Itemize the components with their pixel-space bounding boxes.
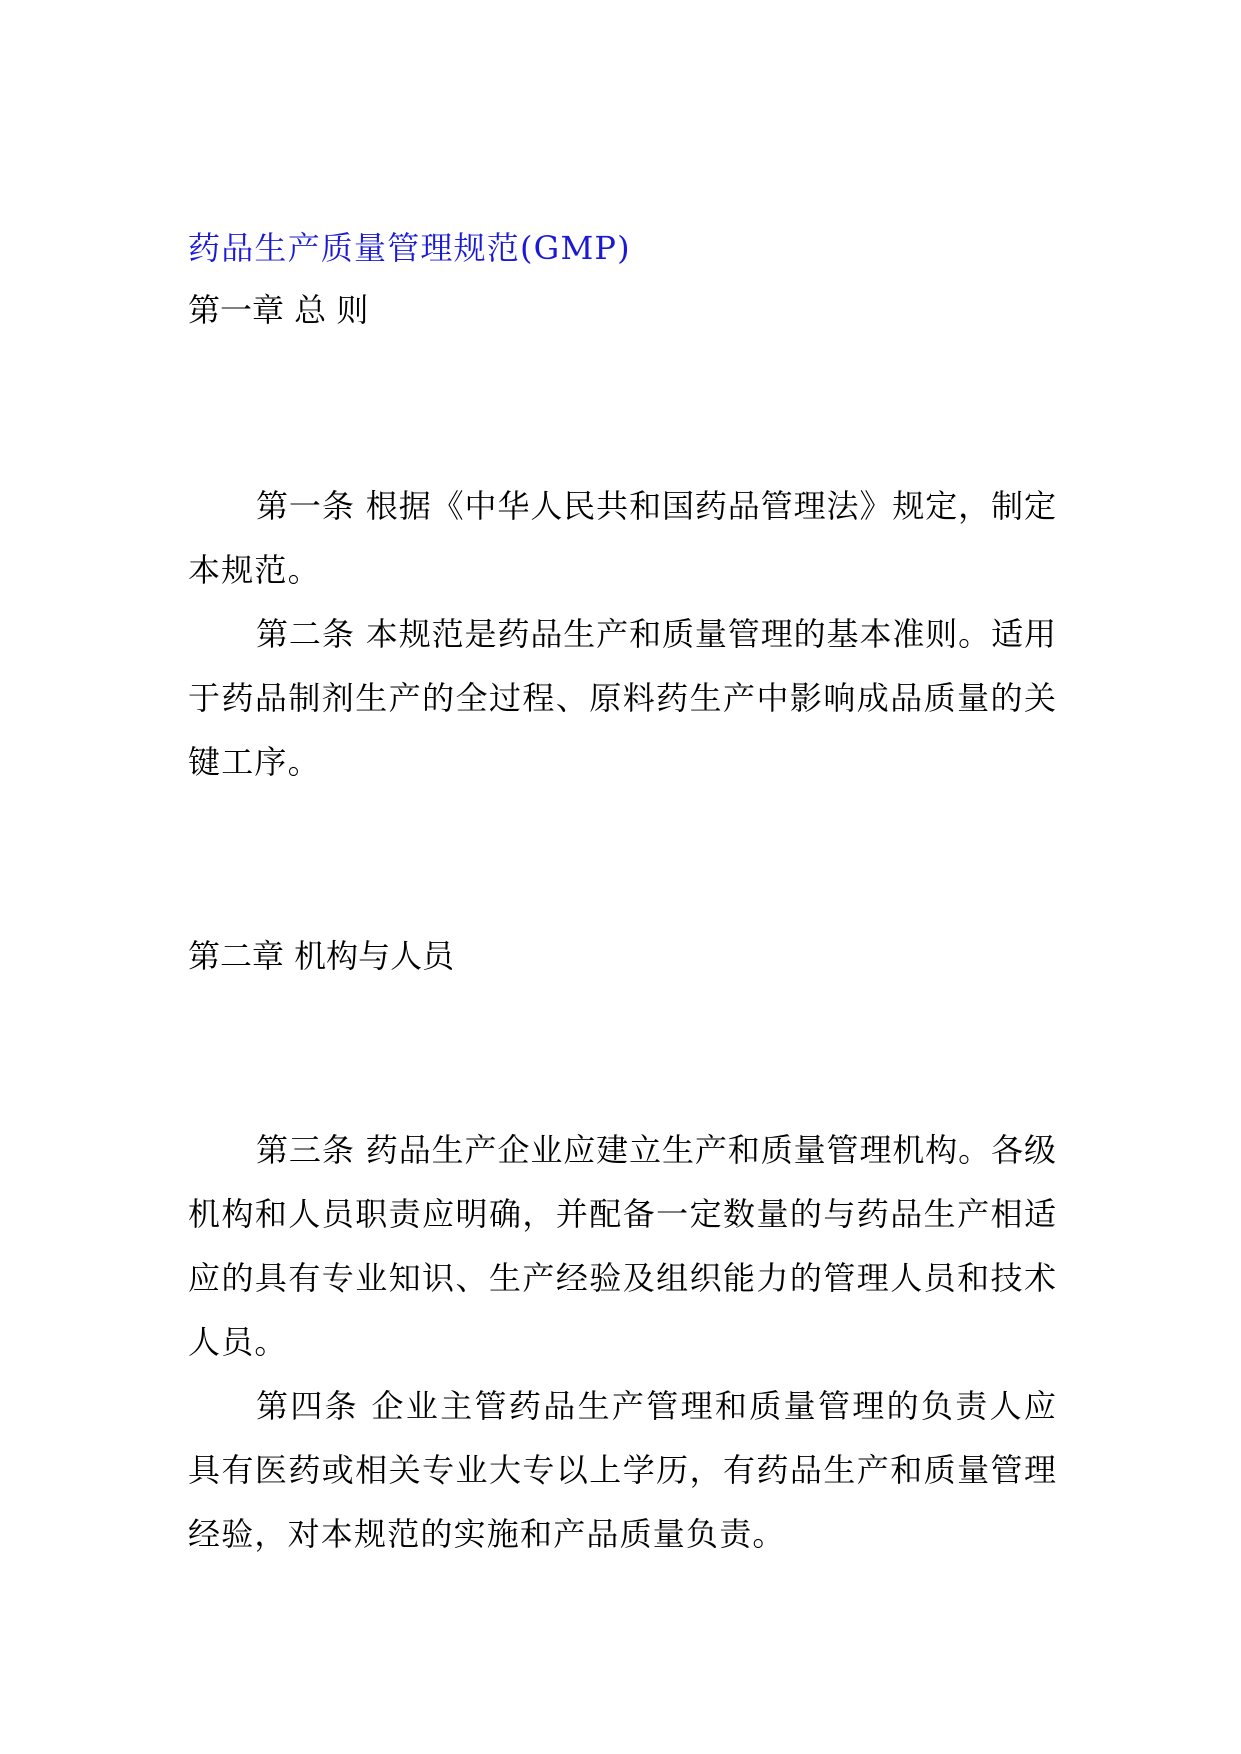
chapter-1-heading: 第一章 总 则	[188, 291, 369, 329]
article-3-line-2: 机构和人员职责应明确，并配备一定数量的与药品生产相适	[188, 1195, 1056, 1233]
article-4-line-1: 第四条 企业主管药品生产管理和质量管理的负责人应	[256, 1387, 1056, 1425]
article-3-line-3: 应的具有专业知识、生产经验及组织能力的管理人员和技术	[188, 1259, 1056, 1297]
article-2-line-1: 第二条 本规范是药品生产和质量管理的基本准则。适用	[256, 615, 1056, 653]
article-2-line-2: 于药品制剂生产的全过程、原料药生产中影响成品质量的关	[188, 679, 1056, 717]
article-4-line-2: 具有医药或相关专业大专以上学历，有药品生产和质量管理	[188, 1451, 1056, 1489]
article-2-line-3: 键工序。	[188, 743, 321, 781]
article-3-line-4: 人员。	[188, 1323, 288, 1361]
article-4-line-3: 经验，对本规范的实施和产品质量负责。	[188, 1515, 786, 1553]
chapter-2-heading: 第二章 机构与人员	[188, 937, 455, 975]
document-title[interactable]: 药品生产质量管理规范(GMP)	[188, 229, 631, 267]
article-1-line-1: 第一条 根据《中华人民共和国药品管理法》规定，制定	[256, 487, 1056, 525]
article-1-line-2: 本规范。	[188, 551, 321, 589]
article-3-line-1: 第三条 药品生产企业应建立生产和质量管理机构。各级	[256, 1131, 1056, 1169]
